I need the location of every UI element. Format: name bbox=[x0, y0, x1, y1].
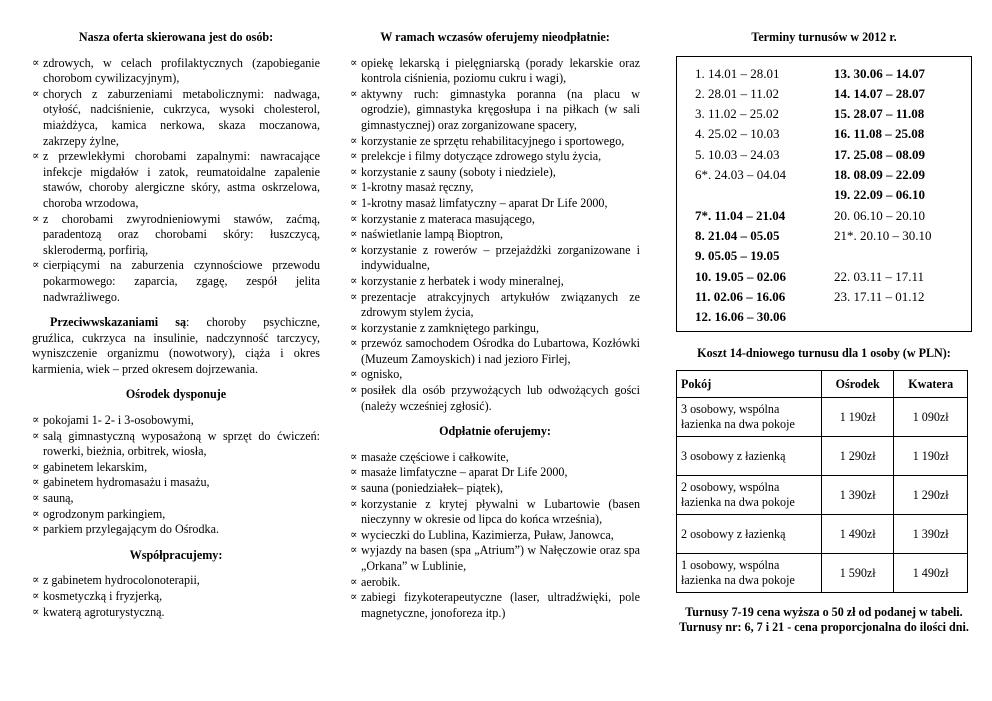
schedule-entry: 18. 08.09 – 22.09 bbox=[834, 167, 925, 183]
cooperation-item: ∝ kwaterą agroturystyczną. bbox=[32, 605, 320, 621]
free-service-item: ∝ posiłek dla osób przywożących lub odwożących gości (należy wcześniej zgłosić). bbox=[350, 383, 640, 414]
center-item: ∝ ogrodzonym parkingiem, bbox=[32, 507, 320, 523]
schedule-heading: Terminy turnusów w 2012 r. bbox=[751, 30, 897, 44]
table-row bbox=[677, 437, 968, 476]
schedule-entry: 23. 17.11 – 01.12 bbox=[834, 288, 925, 304]
schedule-entry: 21*. 20.10 – 30.10 bbox=[834, 227, 932, 243]
room-type-cell: 3 osobowy, wspólna łazienka na dwa pokoje bbox=[677, 398, 822, 437]
center-item: ∝ gabinetem hydromasażu i masażu, bbox=[32, 475, 320, 491]
table-row bbox=[677, 476, 968, 515]
column-services bbox=[350, 30, 640, 621]
price-table-header bbox=[677, 371, 968, 398]
column-offer bbox=[32, 30, 320, 620]
cooperation-heading: Współpracujemy: bbox=[129, 547, 223, 562]
paid-service-item: ∝ masaże częściowe i całkowite, bbox=[350, 450, 640, 466]
paid-services-list bbox=[350, 450, 640, 622]
schedule-entry: 17. 25.08 – 08.09 bbox=[834, 146, 925, 162]
free-service-item: ∝ 1-krotny masaż limfatyczny – aparat Dr Life 2000, bbox=[350, 196, 640, 212]
paid-service-item: ∝ aerobik. bbox=[350, 575, 640, 591]
schedule-entry: 1. 14.01 – 28.01 bbox=[695, 65, 780, 81]
paid-service-item: ∝ wyjazdy na basen (spa „Atrium”) w Nałęczowie oraz spa „Orkana” w Lublinie, bbox=[350, 543, 640, 574]
center-price-cell: 1 490zł bbox=[822, 515, 894, 554]
center-item: ∝ pokojami 1- 2- i 3-osobowymi, bbox=[32, 413, 320, 429]
schedule-entry: 9. 05.05 – 19.05 bbox=[695, 248, 780, 264]
room-type-cell: 3 osobowy z łazienką bbox=[677, 437, 822, 476]
center-item: ∝ salą gimnastyczną wyposażoną w sprzęt do ćwiczeń: rowerki, bieżnia, orbitrek, wiosła, bbox=[32, 429, 320, 460]
table-row bbox=[677, 515, 968, 554]
schedule-left-list bbox=[695, 64, 835, 328]
free-services-list bbox=[350, 56, 640, 415]
offer-item: ∝ chorych z zaburzeniami metabolicznymi: nadwaga, otyłość, nadciśnienie, cukrzyca, wysoki cholesterol, miażdżyca, kamica nerkowa, skaza moczanowa, zakrzepy żylne, bbox=[32, 87, 320, 149]
free-service-item: ∝ naświetlanie lampą Bioptron, bbox=[350, 227, 640, 243]
room-type-cell: 2 osobowy, wspólna łazienka na dwa pokoje bbox=[677, 476, 822, 515]
room-type-cell: 2 osobowy z łazienką bbox=[677, 515, 822, 554]
schedule-entry: 14. 14.07 – 28.07 bbox=[834, 85, 925, 101]
free-service-item: ∝ opiekę lekarską i pielęgniarską (porady lekarskie oraz kontrola ciśnienia, poziomu cukru i wagi), bbox=[350, 56, 640, 87]
free-service-item: ∝ korzystanie z zamkniętego parkingu, bbox=[350, 321, 640, 337]
free-service-item: ∝ ognisko, bbox=[350, 367, 640, 383]
free-service-item: ∝ przewóz samochodem Ośrodka do Lubartowa, Kozłówki (Muzeum Zamoyskich) i nad jezioro Firlej, bbox=[350, 336, 640, 367]
paid-service-item: ∝ wycieczki do Lublina, Kazimierza, Puław, Janowca, bbox=[350, 528, 640, 544]
price-note-1: Turnusy 7-19 cena wyższa o 50 zł od podanej w tabeli. bbox=[685, 605, 963, 620]
paid-services-heading: Odpłatnie oferujemy: bbox=[439, 424, 551, 439]
free-service-item: ∝ korzystanie z materaca masującego, bbox=[350, 212, 640, 228]
column-schedule-prices bbox=[676, 30, 972, 635]
free-service-item: ∝ korzystanie z rowerów – przejażdżki zorganizowane i indywidualne, bbox=[350, 243, 640, 274]
header-room: Pokój bbox=[677, 371, 822, 398]
lodging-price-cell: 1 190zł bbox=[894, 437, 968, 476]
lodging-price-cell: 1 290zł bbox=[894, 476, 968, 515]
table-row bbox=[677, 554, 968, 593]
header-lodging: Kwatera bbox=[894, 371, 968, 398]
price-table bbox=[676, 370, 968, 593]
schedule-entry: 15. 28.07 – 11.08 bbox=[834, 106, 925, 122]
center-price-cell: 1 590zł bbox=[822, 554, 894, 593]
center-price-cell: 1 390zł bbox=[822, 476, 894, 515]
paid-service-item: ∝ korzystanie z krytej pływalni w Lubartowie (basen nieczynny w okresie od lipca do końca września), bbox=[350, 497, 640, 528]
paid-service-item: ∝ zabiegi fizykoterapeutyczne (laser, ultradźwięki, pole magnetyczne, jonoforeza itp.) bbox=[350, 590, 640, 621]
free-service-item: ∝ aktywny ruch: gimnastyka poranna (na placu w ogrodzie), gimnastyka kręgosłupa i na piłkach (w sali gimnastycznej) oraz zorganizowane spacery, bbox=[350, 87, 640, 134]
schedule-entry: 6*. 24.03 – 04.04 bbox=[695, 167, 786, 183]
schedule-entry bbox=[695, 185, 835, 205]
schedule-entry: 5. 10.03 – 24.03 bbox=[695, 146, 780, 162]
paid-service-item: ∝ sauna (poniedziałek– piątek), bbox=[350, 481, 640, 497]
schedule-entry: 8. 21.04 – 05.05 bbox=[695, 227, 780, 243]
schedule-entry: 3. 11.02 – 25.02 bbox=[695, 106, 780, 122]
offer-item: ∝ z przewlekłymi chorobami zapalnymi: nawracające infekcje migdałów i zatok, reumatoidalne zapalenie stawów, choroby alergiczne skóry, astma oskrzelowa, choroba wrzodowa, bbox=[32, 149, 320, 211]
offer-item: ∝ zdrowych, w celach profilaktycznych (zapobieganie chorobom cywilizacyjnym), bbox=[32, 56, 320, 87]
center-item: ∝ gabinetem lekarskim, bbox=[32, 460, 320, 476]
lodging-price-cell: 1 390zł bbox=[894, 515, 968, 554]
cost-heading: Koszt 14-dniowego turnusu dla 1 osoby (w PLN): bbox=[697, 345, 951, 360]
offer-list bbox=[32, 56, 320, 306]
table-row bbox=[677, 398, 968, 437]
free-service-item: ∝ korzystanie z herbatek i wody mineralnej, bbox=[350, 274, 640, 290]
schedule-entry: 16. 11.08 – 25.08 bbox=[834, 126, 925, 142]
header-center: Ośrodek bbox=[822, 371, 894, 398]
free-service-item: ∝ korzystanie ze sprzętu rehabilitacyjnego i sportowego, bbox=[350, 134, 640, 150]
schedule-entry: 12. 16.06 – 30.06 bbox=[695, 309, 786, 325]
schedule-entry: 2. 28.01 – 11.02 bbox=[695, 85, 780, 101]
price-notes bbox=[676, 605, 972, 635]
free-service-item: ∝ korzystanie z sauny (soboty i niedziele), bbox=[350, 165, 640, 181]
cooperation-list bbox=[32, 573, 320, 620]
offer-item: ∝ cierpiącymi na zaburzenia czynnościowe przewodu pokarmowego: zaparcia, zgagę, zespół jelita nadwrażliwego. bbox=[32, 258, 320, 305]
free-service-item: ∝ prezentacje atrakcyjnych artykułów związanych ze zdrowym stylem życia, bbox=[350, 290, 640, 321]
free-service-item: ∝ 1-krotny masaż ręczny, bbox=[350, 180, 640, 196]
schedule-entry: 13. 30.06 – 14.07 bbox=[834, 65, 925, 81]
schedule-entry: 22. 03.11 – 17.11 bbox=[834, 268, 925, 284]
schedule-entry: 4. 25.02 – 10.03 bbox=[695, 126, 780, 142]
paid-service-item: ∝ masaże limfatyczne – aparat Dr Life 2000, bbox=[350, 465, 640, 481]
offer-heading: Nasza oferta skierowana jest do osób: bbox=[78, 30, 274, 44]
contraindications-label: Przeciwwskazaniami są bbox=[50, 315, 187, 330]
cooperation-item: ∝ z gabinetem hydrocolonoterapii, bbox=[32, 573, 320, 589]
schedule-entry: 19. 22.09 – 06.10 bbox=[834, 187, 925, 203]
center-item: ∝ sauną, bbox=[32, 491, 320, 507]
free-service-item: ∝ prelekcje i filmy dotyczące zdrowego stylu życia, bbox=[350, 149, 640, 165]
center-item: ∝ parkiem przylegającym do Ośrodka. bbox=[32, 522, 320, 538]
room-type-cell: 1 osobowy, wspólna łazienka na dwa pokoje bbox=[677, 554, 822, 593]
schedule-entry: 7*. 11.04 – 21.04 bbox=[695, 207, 786, 223]
free-services-heading: W ramach wczasów oferujemy nieodpłatnie: bbox=[380, 30, 610, 44]
schedule-box bbox=[676, 56, 972, 332]
schedule-entry: 11. 02.06 – 16.06 bbox=[695, 288, 786, 304]
lodging-price-cell: 1 490zł bbox=[894, 554, 968, 593]
center-price-cell: 1 190zł bbox=[822, 398, 894, 437]
lodging-price-cell: 1 090zł bbox=[894, 398, 968, 437]
offer-item: ∝ z chorobami zwyrodnieniowymi stawów, zaćmą, paradentozą oraz chorobami skóry: łuszczycą, sklerodermą, porfirią, bbox=[32, 212, 320, 259]
cooperation-item: ∝ kosmetyczką i fryzjerką, bbox=[32, 589, 320, 605]
contraindications-text: : choroby psychiczne, gruźlica, cukrzyca na insulinie, nadczynność tarczycy, wyniszczenie organizmu (nowotwory), ciąża i okres karmienia, wiek – przed okresem dojrzewania. bbox=[32, 315, 320, 376]
schedule-entry bbox=[834, 246, 974, 266]
schedule-entry: 10. 19.05 – 02.06 bbox=[695, 268, 786, 284]
center-heading: Ośrodek dysponuje bbox=[125, 387, 227, 402]
contraindications-paragraph bbox=[32, 315, 320, 377]
center-list bbox=[32, 413, 320, 538]
schedule-right-list bbox=[834, 64, 974, 308]
schedule-entry: 20. 06.10 – 20.10 bbox=[834, 207, 925, 223]
center-price-cell: 1 290zł bbox=[822, 437, 894, 476]
price-note-2: Turnusy nr: 6, 7 i 21 - cena proporcjonalna do ilości dni. bbox=[679, 620, 969, 635]
